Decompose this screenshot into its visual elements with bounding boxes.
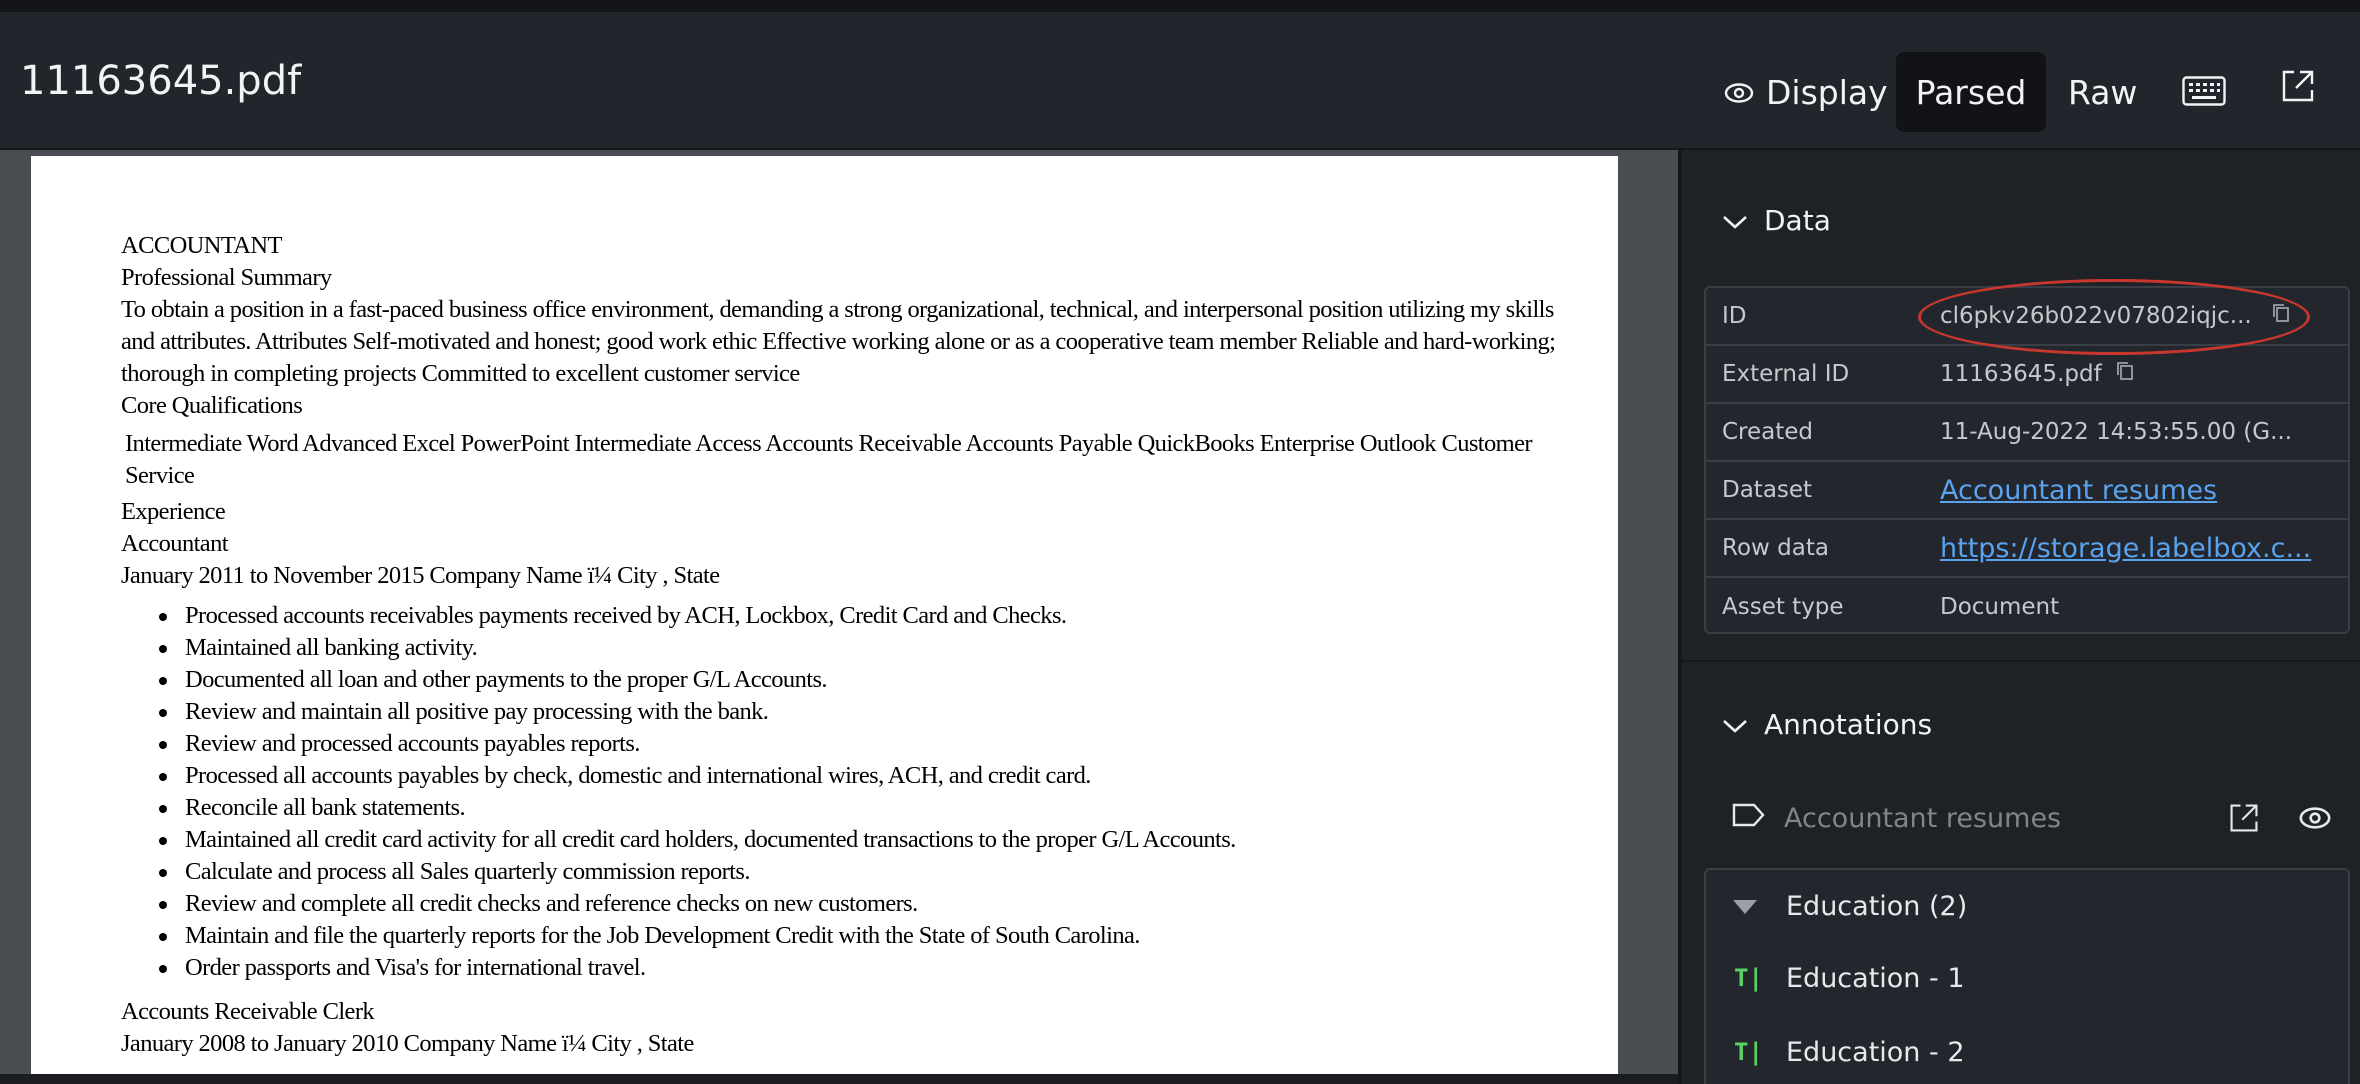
doc-job2-title: Accounts Receivable Clerk [121,998,375,1025]
row-data-link[interactable]: https://storage.labelbox.c... [1940,532,2312,564]
list-item: Maintain and file the quarterly reports for the Job Development Credit with the State of South Carolina. [121,920,1561,952]
section-divider [1682,660,2360,662]
raw-button[interactable] [2068,52,2137,132]
doc-core-heading: Core Qualifications [121,392,303,419]
annotation-item-label: Education - 2 [1786,1036,1965,1068]
copy-icon[interactable] [2116,361,2134,387]
annotation-item-label: Education - 1 [1786,962,1965,994]
parsed-label: Parsed [1915,72,2027,112]
tag-icon [1732,802,1766,835]
parsed-button[interactable] [1896,52,2046,132]
doc-job2-dates: January 2008 to January 2010 Company Name ï¼ City , State [121,1030,694,1057]
window-top-strip [0,0,2360,12]
highlight-oval [1918,279,2310,355]
list-item: Maintained all credit card activity for all credit card holders, documented transactions to the proper G/L Accounts. [121,824,1561,856]
row-key: Dataset [1722,477,1813,503]
external-id-value[interactable]: 11163645.pdf [1940,361,2102,387]
list-item: Processed all accounts payables by check, domestic and international wires, ACH, and credit card. [121,760,1561,792]
list-item: Documented all loan and other payments to the proper G/L Accounts. [121,664,1561,696]
display-label: Display [1766,72,1888,112]
list-item: Calculate and process all Sales quarterly commission reports. [121,856,1561,888]
list-item: Review and processed accounts payables reports. [121,728,1561,760]
id-value[interactable]: cl6pkv26b022v07802iqjc... [1940,303,2252,329]
doc-summary: To obtain a position in a fast-paced business office environment, demanding a strong organizational, technical, and interpersonal position utilizing my skills and attributes. Attributes Self-motivated and honest; good work ethic Effective working alone or as a cooperative team member Reliable and hard-working; thorough in completing projects Committed to excellent customer service [121,296,1556,387]
caret-down-icon [1732,891,1758,922]
table-row [1706,578,2348,636]
table-row [1706,462,2348,520]
doc-heading: ACCOUNTANT [121,232,282,259]
row-key: Asset type [1722,594,1844,620]
data-section-toggle[interactable] [1722,204,1831,237]
annotations-section-toggle[interactable] [1722,708,1932,741]
eye-icon[interactable] [2298,806,2332,834]
eye-icon [1724,73,1754,112]
doc-experience-heading: Experience [121,498,226,525]
annotation-group-label: Education (2) [1786,890,1968,922]
open-external-icon[interactable] [2280,68,2316,108]
annotation-item[interactable] [1706,942,2352,1014]
header-bar [0,12,2360,150]
row-key: External ID [1722,361,1850,387]
list-item: Review and complete all credit checks and reference checks on new customers. [121,888,1561,920]
table-row [1706,404,2348,462]
open-external-icon[interactable] [2228,802,2260,838]
doc-core-text: Intermediate Word Advanced Excel PowerPoint Intermediate Access Accounts Receivable Accounts Payable QuickBooks Enterprise Outlook Customer Service [125,430,1532,489]
doc-job1-dates: January 2011 to November 2015 Company Name ï¼ City , State [121,562,720,589]
pdf-page [31,156,1618,1076]
list-item: Order passports and Visa's for international travel. [121,952,1561,984]
row-key: Row data [1722,535,1829,561]
chevron-down-icon [1722,204,1748,237]
raw-label: Raw [2068,72,2138,112]
keyboard-icon[interactable] [2182,76,2226,110]
table-row [1706,520,2348,578]
list-item: Maintained all banking activity. [121,632,1561,664]
dataset-link[interactable]: Accountant resumes [1940,474,2218,506]
text-tool-icon: T| [1734,1038,1763,1066]
text-tool-icon: T| [1734,964,1763,992]
document-viewer[interactable] [0,150,1678,1084]
row-key: Created [1722,419,1814,445]
annotation-list [1704,868,2350,1084]
row-value-wrap [1940,361,2134,387]
chevron-down-icon [1722,708,1748,741]
list-item: Reconcile all bank statements. [121,792,1561,824]
annotation-item[interactable] [1706,1016,2352,1084]
annotation-group[interactable] [1706,870,2352,942]
document-text [121,230,1561,1060]
viewer-bottom-bar [0,1074,1678,1084]
file-title: 11163645.pdf [20,58,302,104]
row-key: ID [1722,303,1747,329]
asset-type-value: Document [1940,594,2060,620]
doc-job1-title: Accountant [121,530,228,557]
table-row [1706,346,2348,404]
created-value: 11-Aug-2022 14:53:55.00 (G... [1940,419,2293,445]
list-item: Processed accounts receivables payments received by ACH, Lockbox, Credit Card and Checks. [121,600,1561,632]
list-item: Review and maintain all positive pay processing with the bank. [121,696,1561,728]
display-button[interactable] [1724,52,1888,132]
annotation-label-name: Accountant resumes [1784,803,2062,834]
data-section-heading: Data [1764,204,1831,237]
doc-subheading: Professional Summary [121,264,332,291]
annotation-label-row [1732,802,2061,835]
doc-bullet-list [121,600,1561,984]
annotations-heading: Annotations [1764,708,1933,741]
